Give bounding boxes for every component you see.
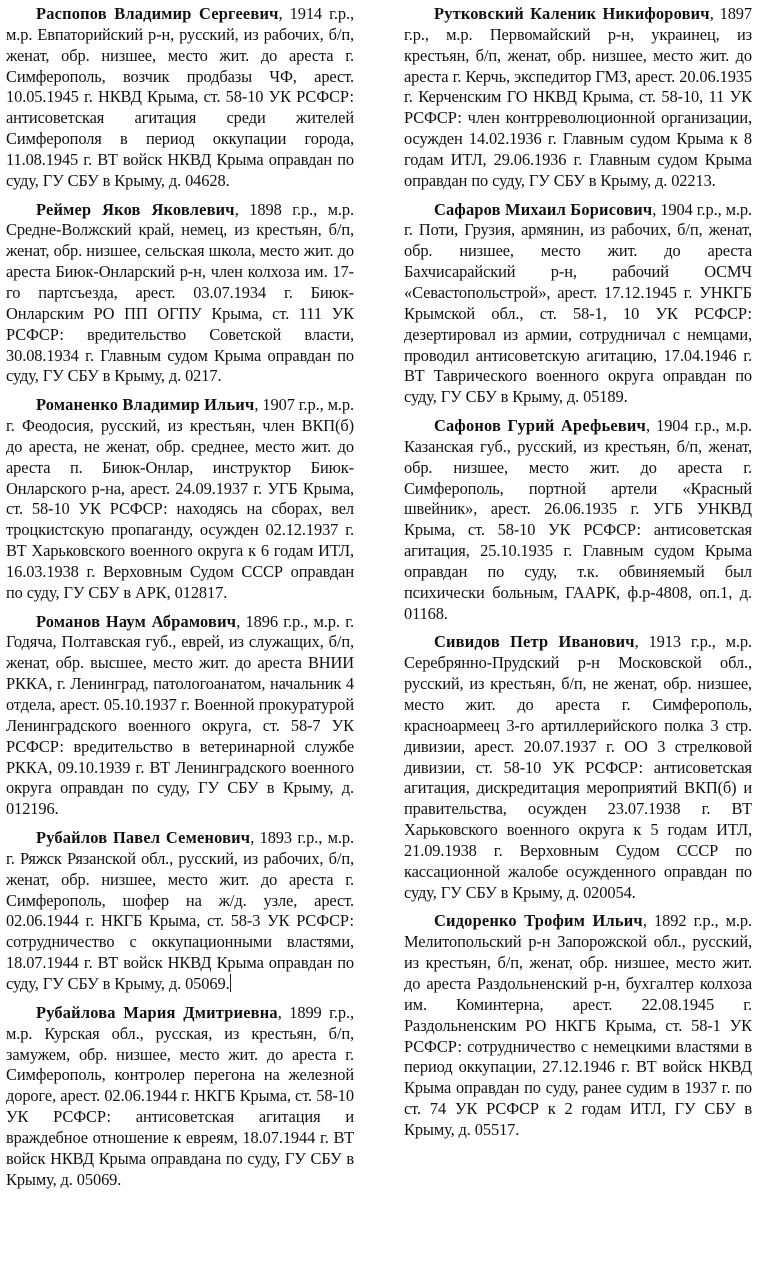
- entry-name: Рутковский Каленик Никифорович: [434, 4, 710, 23]
- entry-text: , 1904 г.р., м.р. Казанская губ., русский, из крестьян, б/п, женат, обр. низшее, место жит. до ареста г. Симферополь, портной артели «Красный швейник», арест. 26.06.1935 г. УГБ УНКВД Крыма, ст. 58-10 УК РСФСР: антисоветская агитация, 25.10.1935 г. Главным судом Крыма оправдан по суду, т.к. обвиняемый был психически больным, ГААРК, ф.р-4808, оп.1, д. 01168.: [404, 416, 752, 623]
- entry-text: , 1914 г.р., м.р. Евпаторийский р-н, русский, из рабочих, б/п, женат, обр. низшее, место жит. до ареста г. Симферополь, возчик продбазы ЧФ, арест. 10.05.1945 г. НКВД Крыма, ст. 58-10 УК РСФСР: антисоветская агитация среди жителей Симферополя в период оккупации города, 11.08.1945 г. ВТ войск НКВД Крыма оправдан по суду, ГУ СБУ в Крыму, д. 04628.: [6, 4, 354, 190]
- entry-name: Сидоренко Трофим Ильич: [434, 911, 643, 931]
- entry-reimer: [6, 200, 354, 388]
- entry-name: Рубайлов Павел Семенович: [36, 828, 251, 848]
- entry-sidorenko: [404, 911, 752, 1140]
- entry-name: Сивидов Петр Иванович: [434, 632, 635, 652]
- entry-text: , 1892 г.р., м.р. Мелитопольский р-н Запорожской обл., русский, из крестьян, б/п, женат, обр. низшее, место жит. до ареста Раздольненский р-н, бухгалтер колхоза им. Коминтерна, арест. 22.08.1945 г. Раздольненским РО НКГБ Крыма, ст. 58-1 УК РСФСР: сотрудничество с немецкими властями в период оккупации, 27.12.1946 г. ВТ войск НКВД Крыма оправдан по суду, ранее судим в 1937 г. по ст. 74 УК РСФСР к 2 годам ИТЛ, ГУ СБУ в Крыму, д. 05517.: [404, 911, 752, 1139]
- entry-romanov: [6, 612, 354, 820]
- entry-text: , 1898 г.р., м.р. Средне-Волжский край, немец, из крестьян, б/п, женат, обр. низшее, сельская школа, место жит. до ареста Биюк-Онларский р-н, член колхоза им. 17-го партсъезда, арест. 03.07.1934 г. Биюк-Онларским РО ПП ОГПУ Крыма, ст. 111 УК РСФСР: вредительство Советской власти, 30.08.1934 г. Главным судом Крыма оправдан по суду, ГУ СБУ в Крыму, д. 0217.: [6, 199, 354, 386]
- entry-name: Распопов Владимир Сергеевич: [36, 4, 279, 23]
- entry-name: Романенко Владимир Ильич: [36, 395, 255, 415]
- entry-text: , 1897 г.р., м.р. Первомайский р-н, украинец, из крестьян, б/п, женат, обр. низшее, место жит. до ареста г. Керчь, экспедитор ГМЗ, арест. 20.06.1935 г. Керченским ГО НКВД Крыма, ст. 58-10, 11 УК РСФСР: член контрреволюционной организации, осужден 14.02.1936 г. Главным судом Крыма к 8 годам ИТЛ, 29.06.1936 г. Главным судом Крыма оправдан по суду, ГУ СБУ в Крыму, д. 02213.: [404, 4, 752, 190]
- entry-safonov: [404, 416, 752, 624]
- entry-rutkovsky: [404, 4, 752, 192]
- entry-raspopov: [6, 4, 354, 192]
- entry-romanenko: [6, 395, 354, 603]
- entry-text: , 1904 г.р., м.р. г. Поти, Грузия, армянин, из рабочих, б/п, женат, обр. низшее, место жит. до ареста Бахчисарайский р-н, рабочий ОСМЧ «Севастопольстрой», арест. 17.12.1945 г. УНКГБ Крымской обл., ст. 58-1, 10 УК РСФСР: дезертировал из армии, сотрудничал с немцами, проводил антисоветскую агитацию, 17.04.1946 г. ВТ Таврического военного округа оправдан по суду, ГУ СБУ в Крыму, д. 05189.: [404, 199, 752, 407]
- entry-text: , 1899 г.р., м.р. Курская обл., русская, из крестьян, б/п, замужем, обр. низшее, место жит. до ареста г. Симферополь, контролер перегона на железной дороге, арест. 02.06.1944 г. НКГБ Крыма, ст. 58-10 УК РСФСР: антисоветская агитация и враждебное отношение к евреям, 18.07.1944 г. ВТ войск НКВД Крыма оправдана по суду, ГУ СБУ в Крыму, д. 05069.: [6, 1002, 354, 1189]
- right-column: [404, 4, 752, 1149]
- entry-name: Реймер Яков Яковлевич: [36, 199, 235, 219]
- entry-text: , 1907 г.р., м.р. г. Феодосия, русский, из крестьян, член ВКП(б) до ареста, не женат, обр. среднее, место жит. до ареста п. Биюк-Онлар, инструктор Биюк-Онларского р-на, арест. 24.09.1937 г. УГБ Крыма, ст. 58-10 УК РСФСР: находясь на сборах, вел троцкистскую пропаганду, осужден 02.12.1937 г. ВТ Харьковского военного округа к 6 годам ИТЛ, 16.03.1938 г. Верховным Судом СССР оправдан по суду, ГУ СБУ в АРК, 012817.: [6, 395, 355, 602]
- entry-name: Сафонов Гурий Арефьевич: [434, 416, 646, 436]
- entry-safarov: [404, 200, 752, 408]
- text-cursor: [230, 974, 231, 992]
- entry-text: , 1913 г.р., м.р. Серебрянно-Прудский р-н Московской обл., русский, из крестьян, б/п, не женат, обр. низшее, место жит. до ареста г. Симферополь, красноармеец 3-го артиллерийского полка 3 стр. дивизии, арест. 20.07.1937 г. ОО 3 стрелковой дивизии, ст. 58-10 УК РСФСР: антисоветская агитация, дискредитация мероприятий ВКП(б) и правительства, осужден 23.07.1938 г. ВТ Харьковского военного округа к 5 годам ИТЛ, 21.09.1938 г. Верховным Судом СССР по кассационной жалобе осужденного оправдан по суду, ГУ СБУ в Крыму, д. 020054.: [404, 632, 752, 902]
- left-column: [6, 4, 354, 1198]
- entry-rubailova: [6, 1003, 354, 1191]
- entry-text: , 1896 г.р., м.р. г. Годяча, Полтавская губ., еврей, из служащих, б/п, женат, обр. высшее, место жит. до ареста ВНИИ РККА, г. Ленинград, патологоанатом, начальник 4 отдела, арест. 05.10.1937 г. Военной прокуратурой Ленинградского военного округа, ст. 58-7 УК РСФСР: вредительство в ветеринарной службе РККА, 09.10.1939 г. ВТ Ленинградского военного округа оправдан по суду, ГУ СБУ в Крыму, д. 012196.: [6, 611, 354, 819]
- entry-name: Романов Наум Абрамович: [36, 611, 237, 631]
- entry-rubailov: [6, 828, 354, 995]
- entry-sividov: [404, 632, 752, 903]
- entry-name: Сафаров Михаил Борисович: [434, 199, 653, 219]
- entry-text: , 1893 г.р., м.р. г. Ряжск Рязанской обл., русский, из рабочих, б/п, женат, обр. низшее, место жит. до ареста г. Симферополь, шофер на ж/д. узле, арест. 02.06.1944 г. НКГБ Крыма, ст. 58-3 УК РСФСР: сотрудничество с оккупационными властями, 18.07.1944 г. ВТ войск НКВД Крыма оправдан по суду, ГУ СБУ в Крыму, д. 05069.: [6, 828, 354, 993]
- entry-name: Рубайлова Мария Дмитриевна: [36, 1002, 278, 1022]
